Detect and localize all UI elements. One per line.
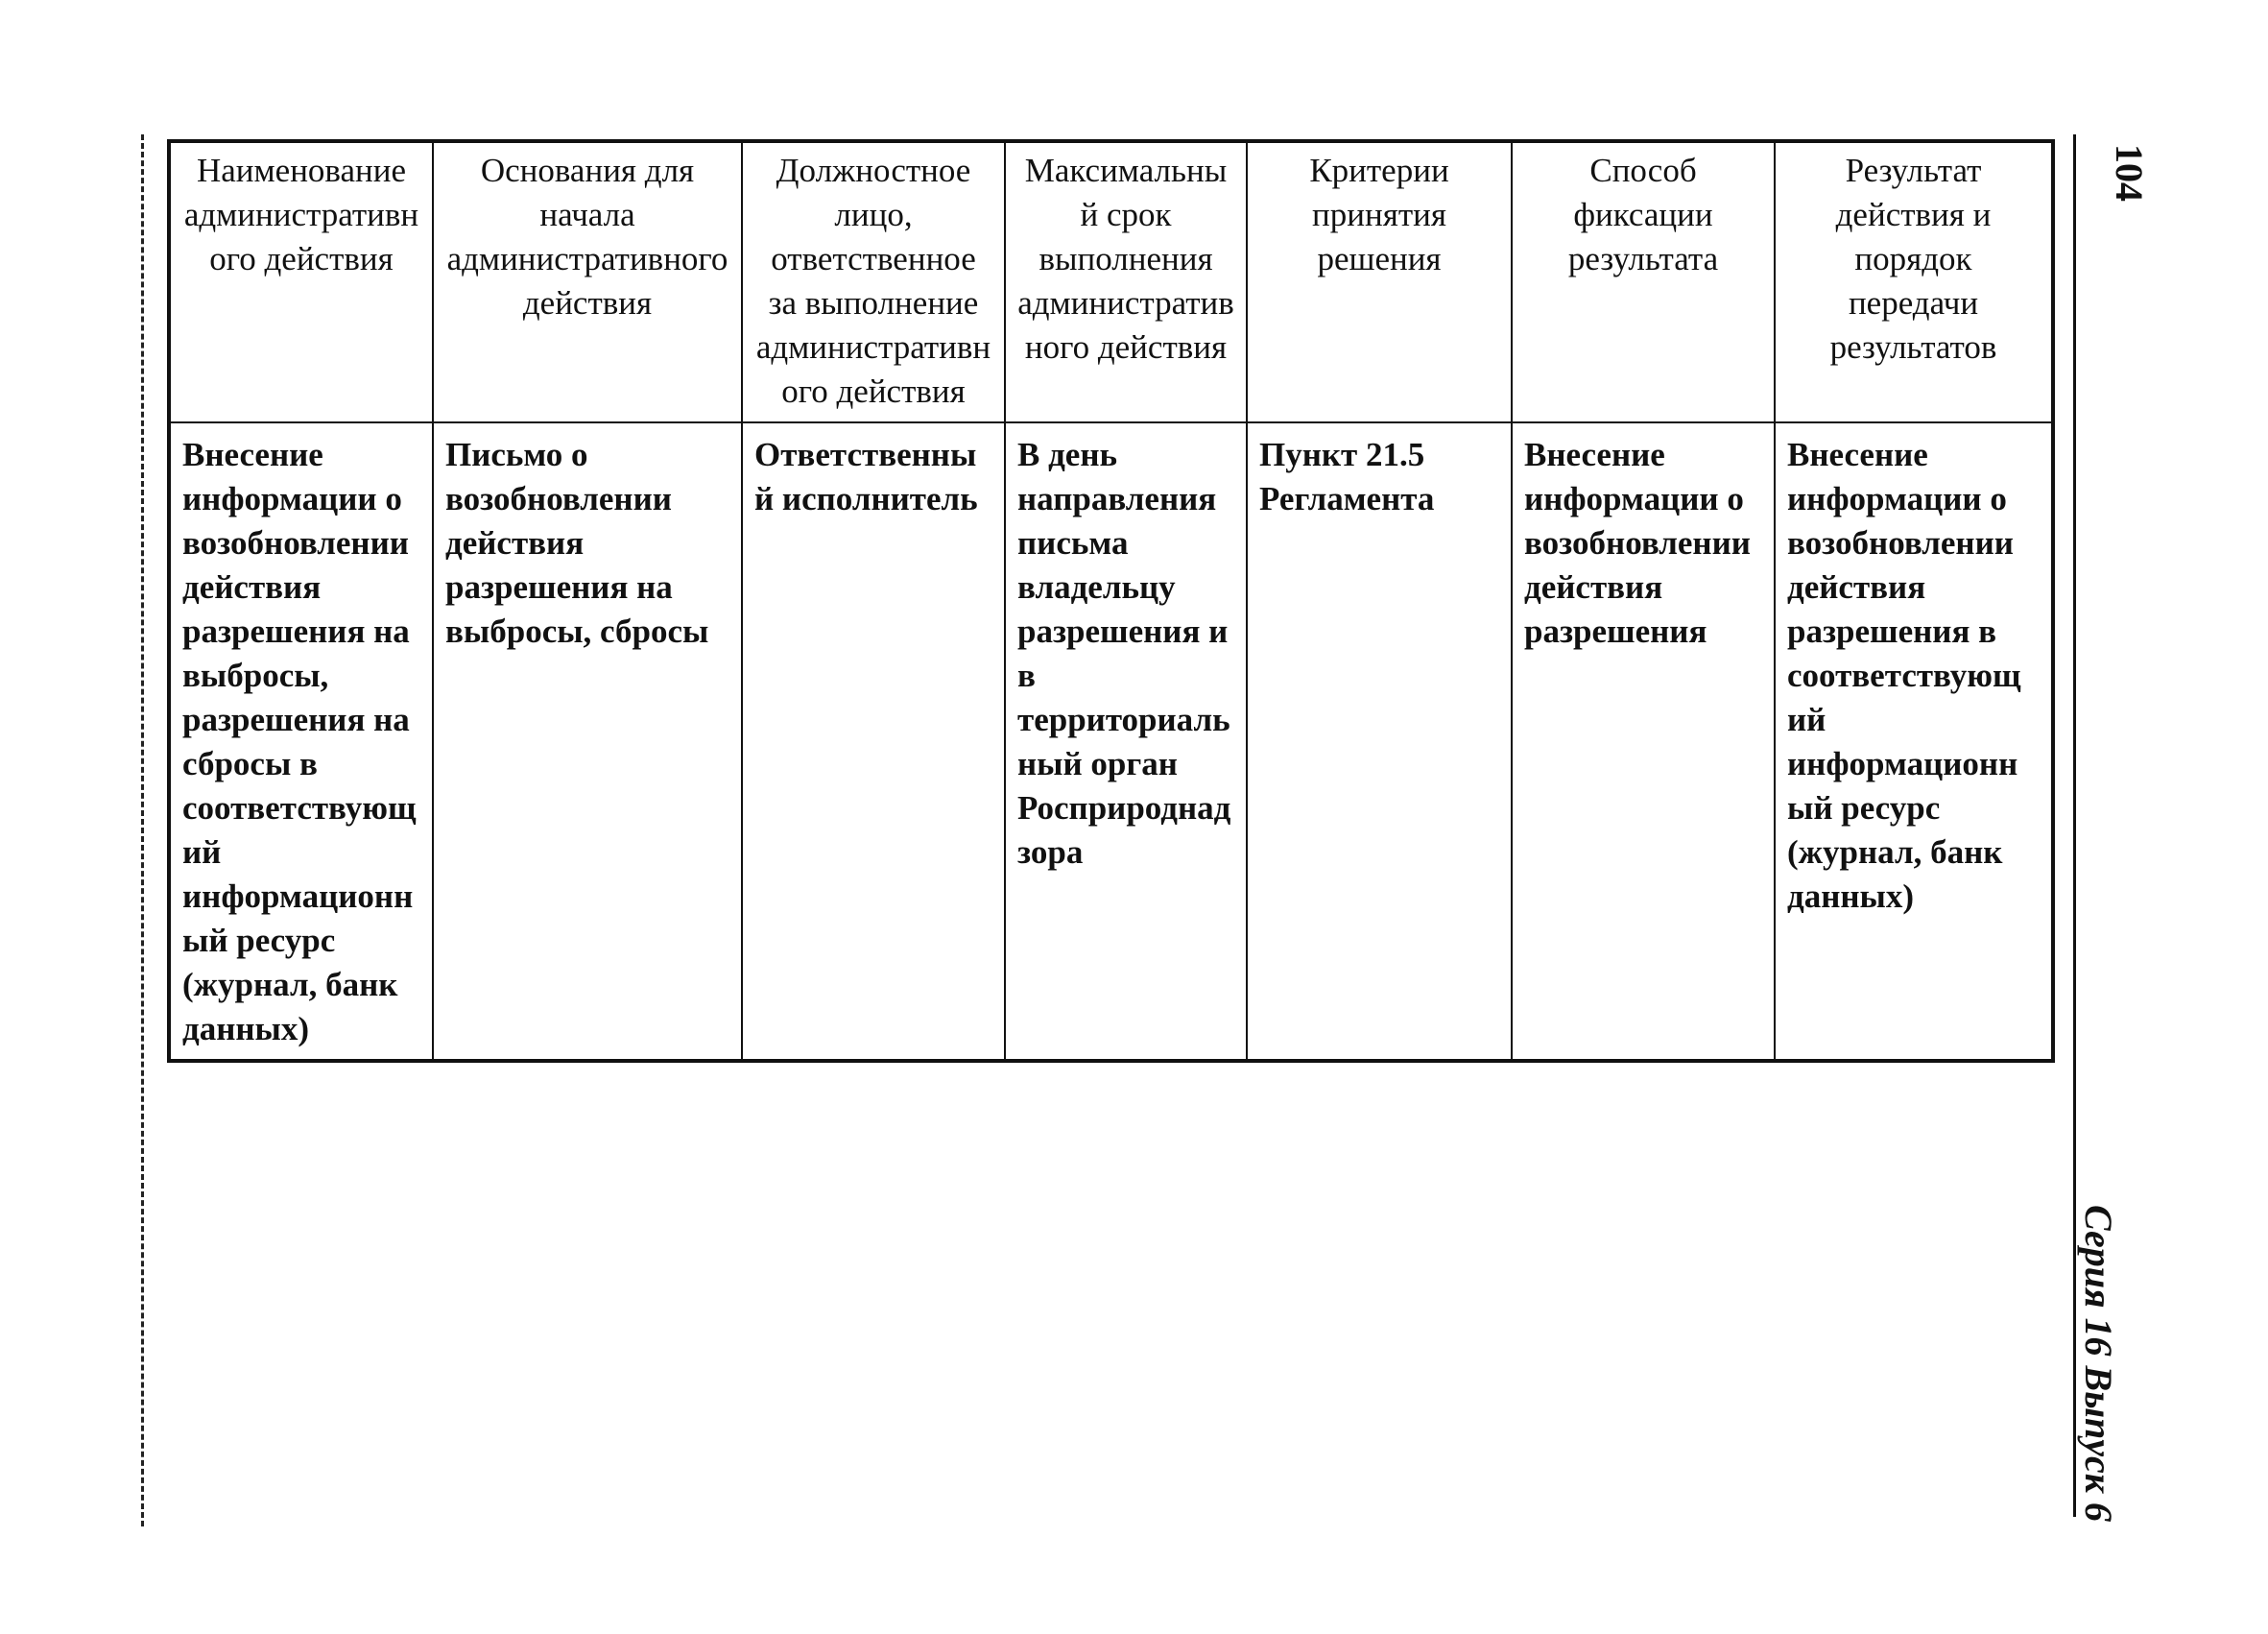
binding-dashed-line — [141, 134, 144, 1526]
header-decision-criteria: Критерии принятия решения — [1247, 141, 1512, 422]
cell-decision-criteria: Пункт 21.5 Регламента — [1247, 422, 1512, 1061]
header-result-and-transfer: Результат действия и порядок передачи результатов — [1775, 141, 2053, 422]
series-label: Серия 16 Выпуск 6 — [2077, 1205, 2120, 1523]
cell-grounds: Письмо о возобновлении действия разрешения на выбросы, сбросы — [433, 422, 742, 1061]
header-max-term: Максимальный срок выполнения административного действия — [1005, 141, 1247, 422]
cell-result-and-transfer: Внесение информации о возобновлении действия разрешения в соответствующий информационный ресурс (журнал, банк данных) — [1775, 422, 2053, 1061]
header-grounds: Основания для начала административного действия — [433, 141, 742, 422]
header-recording-method: Способ фиксации результата — [1512, 141, 1775, 422]
page-number: 104 — [2108, 144, 2151, 202]
header-action-name: Наименование административного действия — [169, 141, 433, 422]
header-responsible-official: Должностное лицо, ответственное за выполнение административного действия — [742, 141, 1005, 422]
cell-max-term: В день направления письма владельцу разрешения и в территориальный орган Росприроднадзора — [1005, 422, 1247, 1061]
table-row — [169, 422, 2053, 1061]
administrative-actions-table — [167, 139, 2055, 1063]
cell-action-name: Внесение информации о возобновлении действия разрешения на выбросы, разрешения на сбросы в соответствующий информационный ресурс (журнал, банк данных) — [169, 422, 433, 1061]
cell-recording-method: Внесение информации о возобновлении действия разрешения — [1512, 422, 1775, 1061]
cell-responsible-official: Ответственный исполнитель — [742, 422, 1005, 1061]
table-header-row — [169, 141, 2053, 422]
